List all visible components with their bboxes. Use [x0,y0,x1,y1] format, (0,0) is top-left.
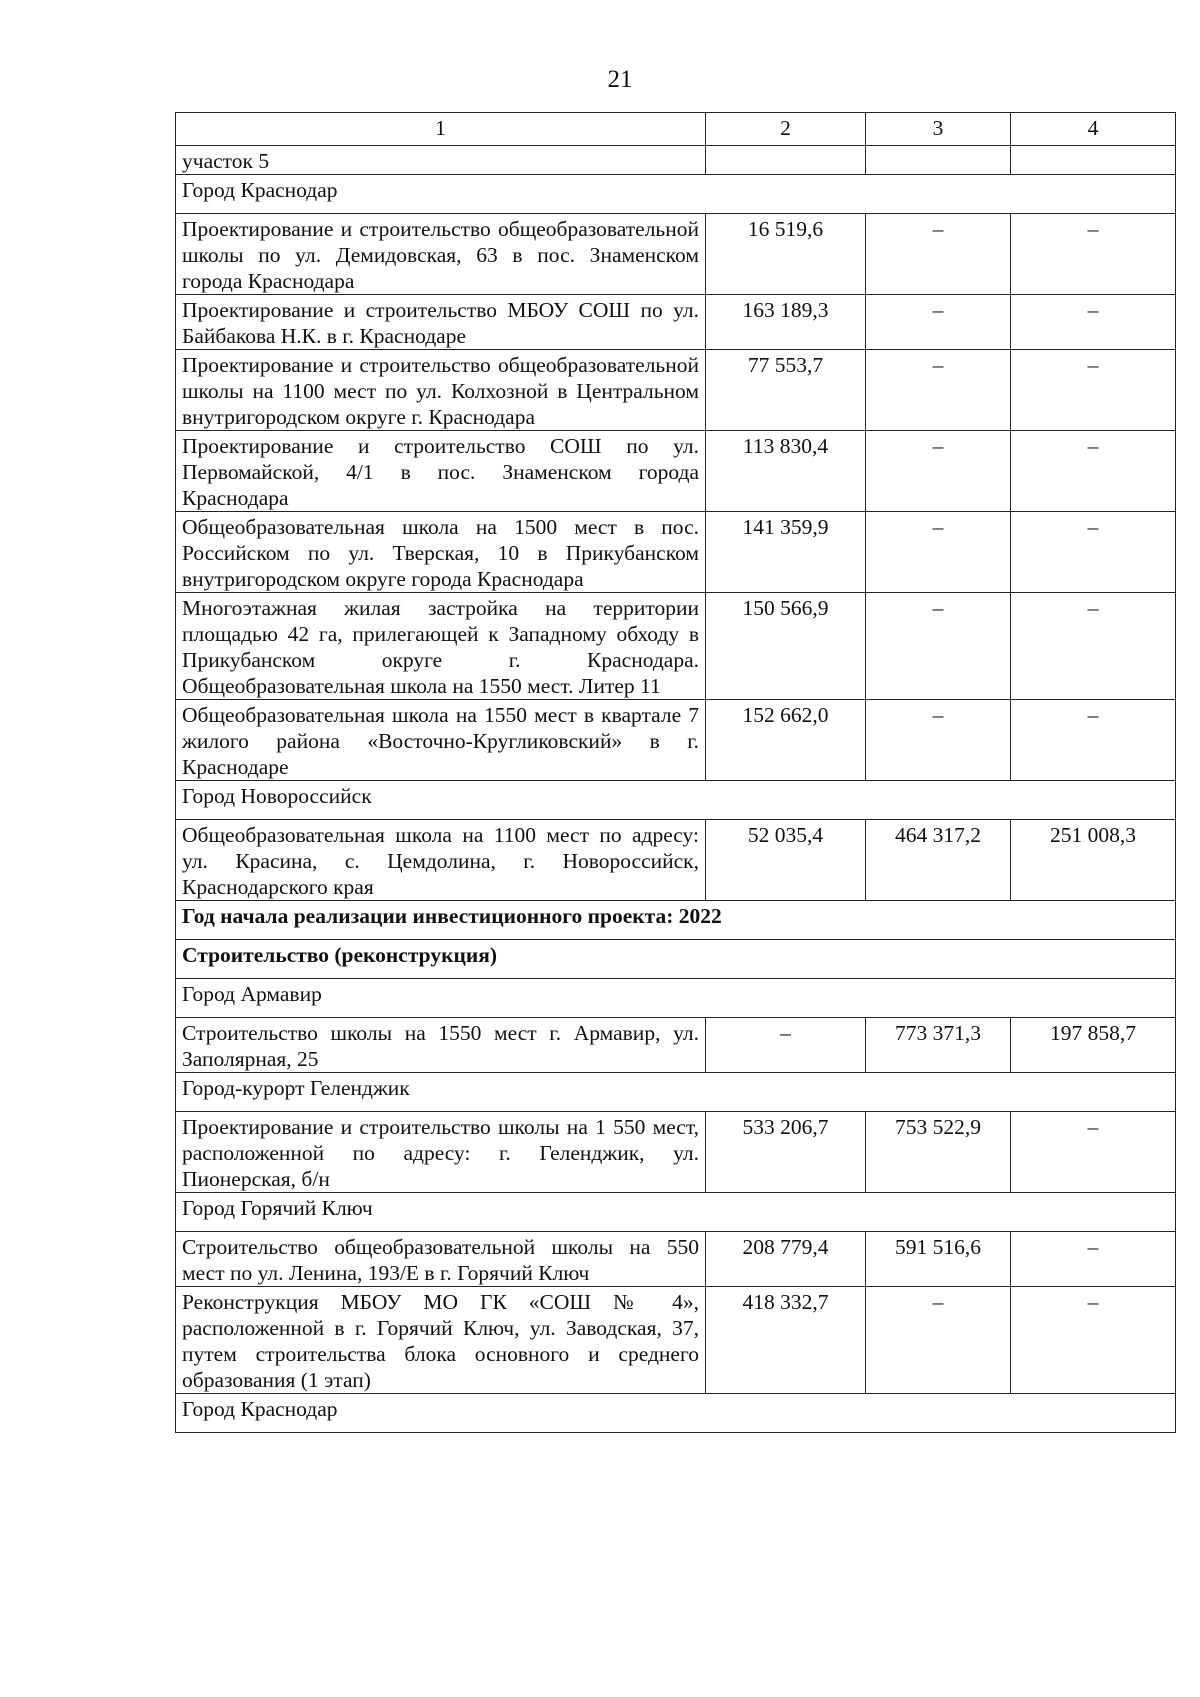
project-description-cell: Строительство школы на 1550 мест г. Армавир, ул. Заполярная, 25 [176,1018,706,1073]
value-col4-cell: – [1011,700,1176,781]
project-description-cell: Проектирование и строительство школы на 1 550 мест, расположенной по адресу: г. Геленджик, ул. Пионерская, б/н [176,1112,706,1193]
page-number: 21 [607,66,633,93]
section-title-cell: Город Новороссийск [176,781,1176,820]
table-row [176,1112,1176,1193]
value-col3-cell: – [866,700,1011,781]
section-row [176,1073,1176,1112]
section-title-cell: Город Армавир [176,979,1176,1018]
value-col2-cell: 77 553,7 [706,350,866,431]
value-col2-cell: – [706,1018,866,1073]
project-description-cell: Реконструкция МБОУ МО ГК «СОШ № 4», расположенной в г. Горячий Ключ, ул. Заводская, 37, путем строительства блока основного и среднего образования (1 этап) [176,1287,706,1394]
value-col3-cell [866,146,1011,175]
project-description-cell: Проектирование и строительство СОШ по ул. Первомайской, 4/1 в пос. Знаменском города Краснодара [176,431,706,512]
value-col4-cell: – [1011,295,1176,350]
value-col3-cell: – [866,295,1011,350]
section-title-cell: Город-курорт Геленджик [176,1073,1176,1112]
section-row [176,979,1176,1018]
value-col4-cell: – [1011,1232,1176,1287]
value-col3-cell: 591 516,6 [866,1232,1011,1287]
section-row [176,175,1176,214]
table-row [176,512,1176,593]
value-col3-cell: – [866,214,1011,295]
bold-heading-cell: Год начала реализации инвестиционного проекта: 2022 [176,901,1176,940]
header-cell: 2 [706,113,866,146]
project-description-cell: Многоэтажная жилая застройка на территории площадью 42 га, прилегающей к Западному обходу в Прикубанском округе г. Краснодара. Общеобразовательная школа на 1550 мест. Литер 11 [176,593,706,700]
bold-heading-row [176,901,1176,940]
value-col3-cell: – [866,1287,1011,1394]
value-col3-cell: – [866,593,1011,700]
project-description-cell: Строительство общеобразовательной школы на 550 мест по ул. Ленина, 193/Е в г. Горячий Ключ [176,1232,706,1287]
table-row [176,820,1176,901]
value-col2-cell: 533 206,7 [706,1112,866,1193]
table-row [176,1018,1176,1073]
table-row [176,431,1176,512]
value-col2-cell: 152 662,0 [706,700,866,781]
value-col2-cell: 208 779,4 [706,1232,866,1287]
bold-heading-row [176,940,1176,979]
value-col4-cell: 251 008,3 [1011,820,1176,901]
project-description-cell: Проектирование и строительство МБОУ СОШ по ул. Байбакова Н.К. в г. Краснодаре [176,295,706,350]
value-col4-cell: – [1011,214,1176,295]
section-row [176,781,1176,820]
section-title-cell: Город Краснодар [176,175,1176,214]
project-description-cell: участок 5 [176,146,706,175]
section-title-cell: Город Краснодар [176,1394,1176,1433]
value-col4-cell: – [1011,1112,1176,1193]
table-row [176,593,1176,700]
value-col4-cell: – [1011,431,1176,512]
value-col2-cell: 52 035,4 [706,820,866,901]
value-col3-cell: 773 371,3 [866,1018,1011,1073]
project-description-cell: Общеобразовательная школа на 1100 мест по адресу: ул. Красина, с. Цемдолина, г. Новороссийск, Краснодарского края [176,820,706,901]
table-row [176,146,1176,175]
value-col2-cell [706,146,866,175]
section-row [176,1193,1176,1232]
header-cell: 1 [176,113,706,146]
value-col2-cell: 418 332,7 [706,1287,866,1394]
table-row [176,295,1176,350]
table-row [176,700,1176,781]
value-col2-cell: 141 359,9 [706,512,866,593]
project-description-cell: Проектирование и строительство общеобразовательной школы по ул. Демидовская, 63 в пос. Знаменском города Краснодара [176,214,706,295]
section-title-cell: Город Горячий Ключ [176,1193,1176,1232]
section-row [176,1394,1176,1433]
value-col2-cell: 150 566,9 [706,593,866,700]
value-col4-cell: – [1011,350,1176,431]
investment-projects-table [175,112,1176,1433]
value-col4-cell: – [1011,1287,1176,1394]
value-col2-cell: 16 519,6 [706,214,866,295]
value-col4-cell: – [1011,512,1176,593]
project-description-cell: Общеобразовательная школа на 1550 мест в квартале 7 жилого района «Восточно-Кругликовский» в г. Краснодаре [176,700,706,781]
value-col3-cell: – [866,431,1011,512]
value-col3-cell: – [866,512,1011,593]
project-description-cell: Общеобразовательная школа на 1500 мест в пос. Российском по ул. Тверская, 10 в Прикубанском внутригородском округе города Краснодара [176,512,706,593]
table-row [176,214,1176,295]
value-col4-cell: 197 858,7 [1011,1018,1176,1073]
value-col3-cell: 753 522,9 [866,1112,1011,1193]
table-row [176,1232,1176,1287]
table-header-row [176,113,1176,146]
bold-heading-cell: Строительство (реконструкция) [176,940,1176,979]
header-cell: 4 [1011,113,1176,146]
table-row [176,350,1176,431]
value-col3-cell: – [866,350,1011,431]
value-col2-cell: 113 830,4 [706,431,866,512]
value-col3-cell: 464 317,2 [866,820,1011,901]
project-description-cell: Проектирование и строительство общеобразовательной школы на 1100 мест по ул. Колхозной в Центральном внутригородском округе г. Краснодара [176,350,706,431]
value-col2-cell: 163 189,3 [706,295,866,350]
header-cell: 3 [866,113,1011,146]
value-col4-cell: – [1011,593,1176,700]
value-col4-cell [1011,146,1176,175]
table-row [176,1287,1176,1394]
